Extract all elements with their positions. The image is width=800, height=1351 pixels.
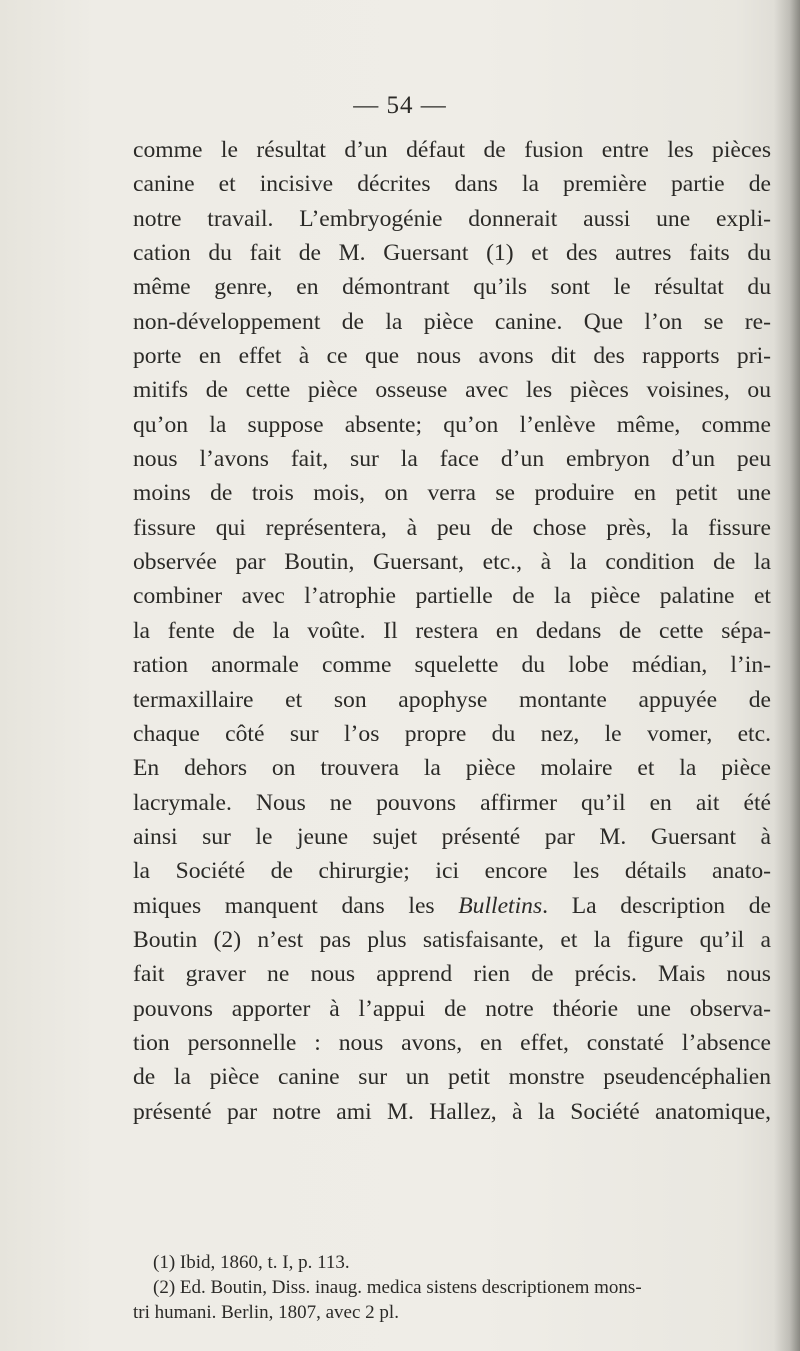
text-line-26: pouvons apporter à l’appui de notre théorie une observa- [133, 995, 771, 1022]
text-line-28: de la pièce canine sur un petit monstre pseudencéphalien [133, 1064, 771, 1091]
text-line-14: combiner avec l’atrophie partielle de la pièce palatine et [133, 583, 771, 610]
text-line-25: fait graver ne nous apprend rien de précis. Mais nous [133, 961, 771, 988]
page-number: — 54 — [353, 92, 447, 119]
text-line-1: comme le résultat d’un défaut de fusion entre les pièces [133, 137, 771, 163]
text-line-8: mitifs de cette pièce osseuse avec les pièces voisines, ou [133, 377, 771, 404]
footnote-1: (1) Ibid, 1860, t. I, p. 113. [153, 1252, 350, 1273]
text-line-27: tion personnelle : nous avons, en effet, constaté l’absence [133, 1029, 771, 1056]
text-line-18: chaque côté sur l’os propre du nez, le vomer, etc. [133, 720, 771, 747]
text-line-16: ration anormale comme squelette du lobe médian, l’in- [133, 652, 771, 679]
text-line-22: la Société de chirurgie; ici encore les détails anato- [133, 858, 771, 885]
text-line-6: non-développement de la pièce canine. Que l’on se re- [133, 308, 771, 335]
text-line-24: Boutin (2) n’est pas plus satisfaisante, et la figure qu’il a [133, 926, 771, 953]
text-line-19: En dehors on trouvera la pièce molaire et la pièce [133, 755, 771, 782]
text-segment: miques manquent dans les [133, 892, 459, 919]
text-line-13: observée par Boutin, Guersant, etc., à la condition de la [133, 549, 771, 576]
footnote-2: (2) Ed. Boutin, Diss. inaug. medica sistens descriptionem mons- [153, 1277, 642, 1298]
text-line-9: qu’on la suppose absente; qu’on l’enlève même, comme [133, 411, 771, 438]
footnotes [133, 1250, 771, 1325]
italic-title-bulletins: Bulletins [458, 892, 543, 919]
text-line-2: canine et incisive décrites dans la première partie de [133, 171, 771, 198]
page-edge-shadow [774, 0, 800, 1351]
text-line-29: présenté par notre ami M. Hallez, à la Société anatomique, [133, 1098, 771, 1125]
text-segment: . La description de [542, 892, 771, 919]
body-text [133, 133, 771, 1129]
text-line-11: moins de trois mois, on verra se produire en petit une [133, 480, 771, 507]
text-line-15: la fente de la voûte. Il restera en dedans de cette sépa- [133, 617, 771, 644]
text-line-10: nous l’avons fait, sur la face d’un embryon d’un peu [133, 446, 771, 473]
text-line-7: porte en effet à ce que nous avons dit des rapports pri- [133, 343, 771, 370]
text-line-12: fissure qui représentera, à peu de chose près, la fissure [133, 514, 771, 541]
footnote-2-continued: tri humani. Berlin, 1807, avec 2 pl. [133, 1302, 399, 1323]
text-line-23 [133, 889, 771, 923]
text-line-5: même genre, en démontrant qu’ils sont le résultat du [133, 274, 771, 301]
text-line-4: cation du fait de M. Guersant (1) et des autres faits du [133, 240, 771, 267]
text-line-17: termaxillaire et son apophyse montante appuyée de [133, 686, 771, 713]
text-line-3: notre travail. L’embryogénie donnerait aussi une expli- [133, 205, 771, 232]
text-line-21: ainsi sur le jeune sujet présenté par M. Guersant à [133, 823, 771, 850]
text-line-20: lacrymale. Nous ne pouvons affirmer qu’il en ait été [133, 789, 771, 816]
